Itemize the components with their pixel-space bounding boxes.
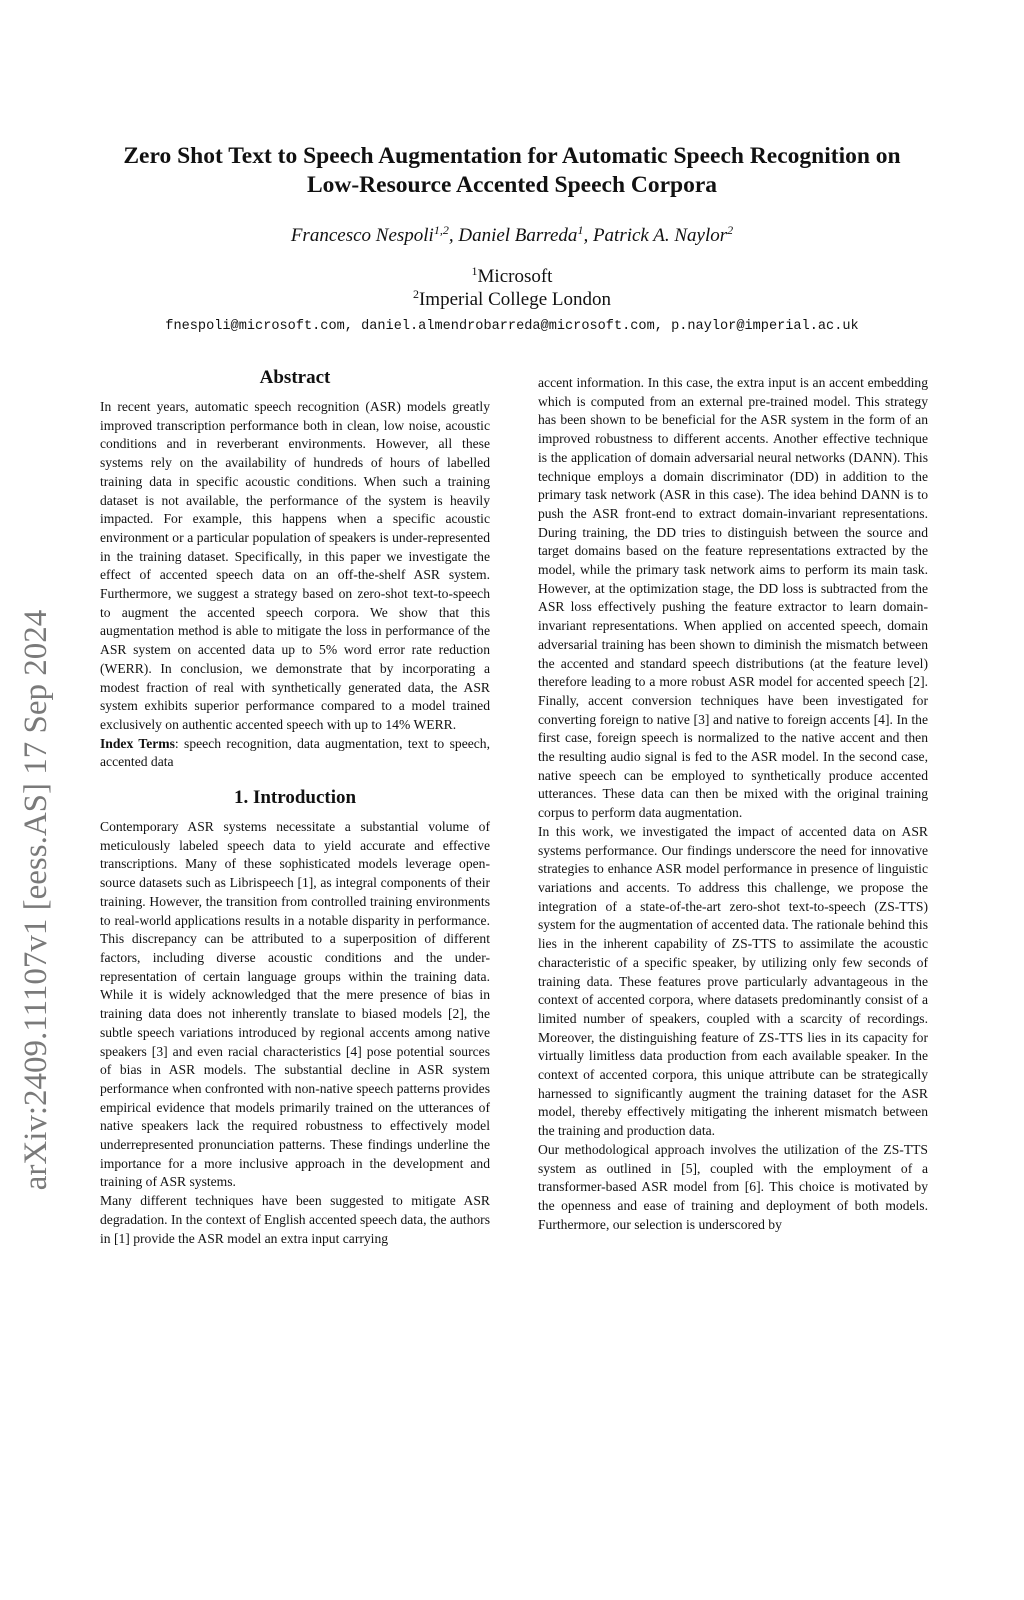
author-name: Daniel Barreda xyxy=(458,225,578,246)
index-terms xyxy=(100,735,490,772)
intro-paragraph: Many different techniques have been suggested to mitigate ASR degradation. In the context of English accented speech data, the authors in [1] provide the ASR model an extra input carrying xyxy=(100,1193,490,1246)
author-affiliation-mark: 2 xyxy=(727,223,734,237)
introduction-heading: 1. Introduction xyxy=(233,787,357,809)
affiliation-mark: 2 xyxy=(412,287,419,301)
author-separator: , xyxy=(448,225,459,246)
affiliation-imperial xyxy=(60,288,964,312)
intro-paragraph: Contemporary ASR systems necessitate a substantial volume of meticulously labeled speech data to yield accurate and effective transcriptions. Many of these sophisticated models leverage open-source datasets such as Librispeech [1], as integral components of their training. However, the transition from controlled training environments to real-world applications results in a notable disparity in performance. This discrepancy can be attributed to a superposition of different factors, including diverse acoustic conditions and the under-representation of certain language groups within the training data. While it is widely acknowledged that the mere presence of bias in training data does not inherently translate to biased models [2], the subtle speech variations introduced by regional accents among native speakers [3] and even racial characteristics [4] pose potential sources of bias in ASR models. The substantial decline in ASR system performance when confronted with non-native speech patterns provides empirical evidence that models primarily trained on the utterances of native speakers lack the required robustness to effectively model underrepresented pronunciation patterns. These findings underline the importance for a more inclusive approach in the development and training of ASR systems. xyxy=(100,819,490,1190)
author-list xyxy=(60,224,964,248)
title-line-1: Zero Shot Text to Speech Augmentation for Automatic Speech Recognition on xyxy=(123,143,901,169)
index-terms-label: Index Terms xyxy=(100,735,175,751)
author-separator: , xyxy=(583,225,593,246)
left-column xyxy=(100,366,490,1248)
arxiv-identifier: arXiv:2409.11107v1 [eess.AS] 17 Sep 2024 xyxy=(18,609,54,1191)
intro-paragraph: In this work, we investigated the impact of accented data on ASR systems performance. Our findings underscore the need for innovative strategies to enhance ASR model performance in presence of linguistic variations and accents. To address this challenge, we propose the integration of a state-of-the-art zero-shot text-to-speech (ZS-TTS) system for the augmentation of accented data. The rationale behind this lies in the inherent capability of ZS-TTS to assimilate the acoustic characteristic of a specific speaker, by utilizing only few seconds of training data. These features prove particularly advantageous in the context of accented corpora, where datasets predominantly consist of a limited number of speakers, coupled with a scarcity of recordings. Moreover, the distinguishing feature of ZS-TTS lies in its capacity for virtually limitless data production from each available speaker. In the context of accented corpora, this unique attribute can be strategically harnessed to significantly augment the training dataset for the ASR model, thereby effectively mitigating the inherent mismatch between the training and production data. xyxy=(538,823,928,1139)
author-affiliation-mark: 1 xyxy=(577,223,584,237)
intro-paragraph: Our methodological approach involves the utilization of the ZS-TTS system as outlined in [5], coupled with the employment of a transformer-based ASR model from [6]. This choice is motivated by the openness and ease of training and deployment of both models. Furthermore, our selection is underscored by xyxy=(538,1141,928,1232)
affiliation-name: Microsoft xyxy=(477,266,553,287)
affiliation-microsoft xyxy=(60,265,964,289)
right-column xyxy=(538,374,928,1234)
index-terms-list: : speech recognition, data augmentation, text to speech, accented data xyxy=(100,735,490,770)
author-affiliation-mark: 1,2 xyxy=(433,223,449,237)
author-name: Patrick A. Naylor xyxy=(592,225,728,246)
abstract-text: In recent years, automatic speech recognition (ASR) models greatly improved transcription performance both in clean, low noise, acoustic conditions and in reverberant environments. However, all these systems rely on the availability of hundreds of hours of labelled training data in specific acoustic conditions. When such a training dataset is not available, the performance of the system is heavily impacted. For example, this happens when a specific acoustic environment or a particular population of speakers is under-represented in the training dataset. Specifically, in this paper we investigate the effect of accented speech data on an off-the-shelf ASR system. Furthermore, we suggest a strategy based on zero-shot text-to-speech to augment the accented speech corpora. We show that this augmentation method is able to mitigate the loss in performance of the ASR system on accented data up to 5% word error rate reduction (WERR). In conclusion, we demonstrate that by incorporating a modest fraction of real with synthetically generated data, the ASR system exhibits superior performance compared to a model trained exclusively on authentic accented speech with up to 14% WERR. xyxy=(100,399,490,732)
affiliation-mark: 1 xyxy=(471,264,478,278)
author-name: Francesco Nespoli xyxy=(290,225,434,246)
intro-paragraph: accent information. In this case, the extra input is an accent embedding which is computed from an external pre-trained model. This strategy has been shown to be beneficial for the ASR system in the form of an improved robustness to different accents. Another effective technique is the application of domain adversarial neural networks (DANN). This technique employs a domain discriminator (DD) in addition to the primary task network (ASR in this case). The idea behind DANN is to push the ASR front-end to extract domain-invariant representations. During training, the DD tries to distinguish between the source and target domains based on the feature representations extracted by the model, while the primary task network aims to perform its main task. However, at the optimization stage, the DD loss is subtracted from the ASR loss effectively pushing the feature extractor to learn domain-invariant representations. When applied on accented speech, domain adversarial training has been shown to diminish the mismatch between the accented and standard speech distributions (at the feature level) therefore leading to a more robust ASR model for accented speech [2]. Finally, accent conversion techniques have been investigated for converting foreign to native [3] and native to foreign accents [4]. In the first case, foreign speech is normalized to the native accent and then the resulting audio signal is fed to the ASR model. In the second case, native speech can be employed to synthetically produce accented utterances. These data can then be mixed with the original training corpus to perform data augmentation. xyxy=(538,375,928,821)
title-line-2: Low-Resource Accented Speech Corpora xyxy=(306,172,718,198)
affiliation-name: Imperial College London xyxy=(418,289,612,310)
author-emails: fnespoli@microsoft.com, daniel.almendrobarreda@microsoft.com, p.naylor@imperial.ac.uk xyxy=(165,319,859,334)
paper-title xyxy=(60,142,964,200)
abstract-heading: Abstract xyxy=(259,367,331,388)
